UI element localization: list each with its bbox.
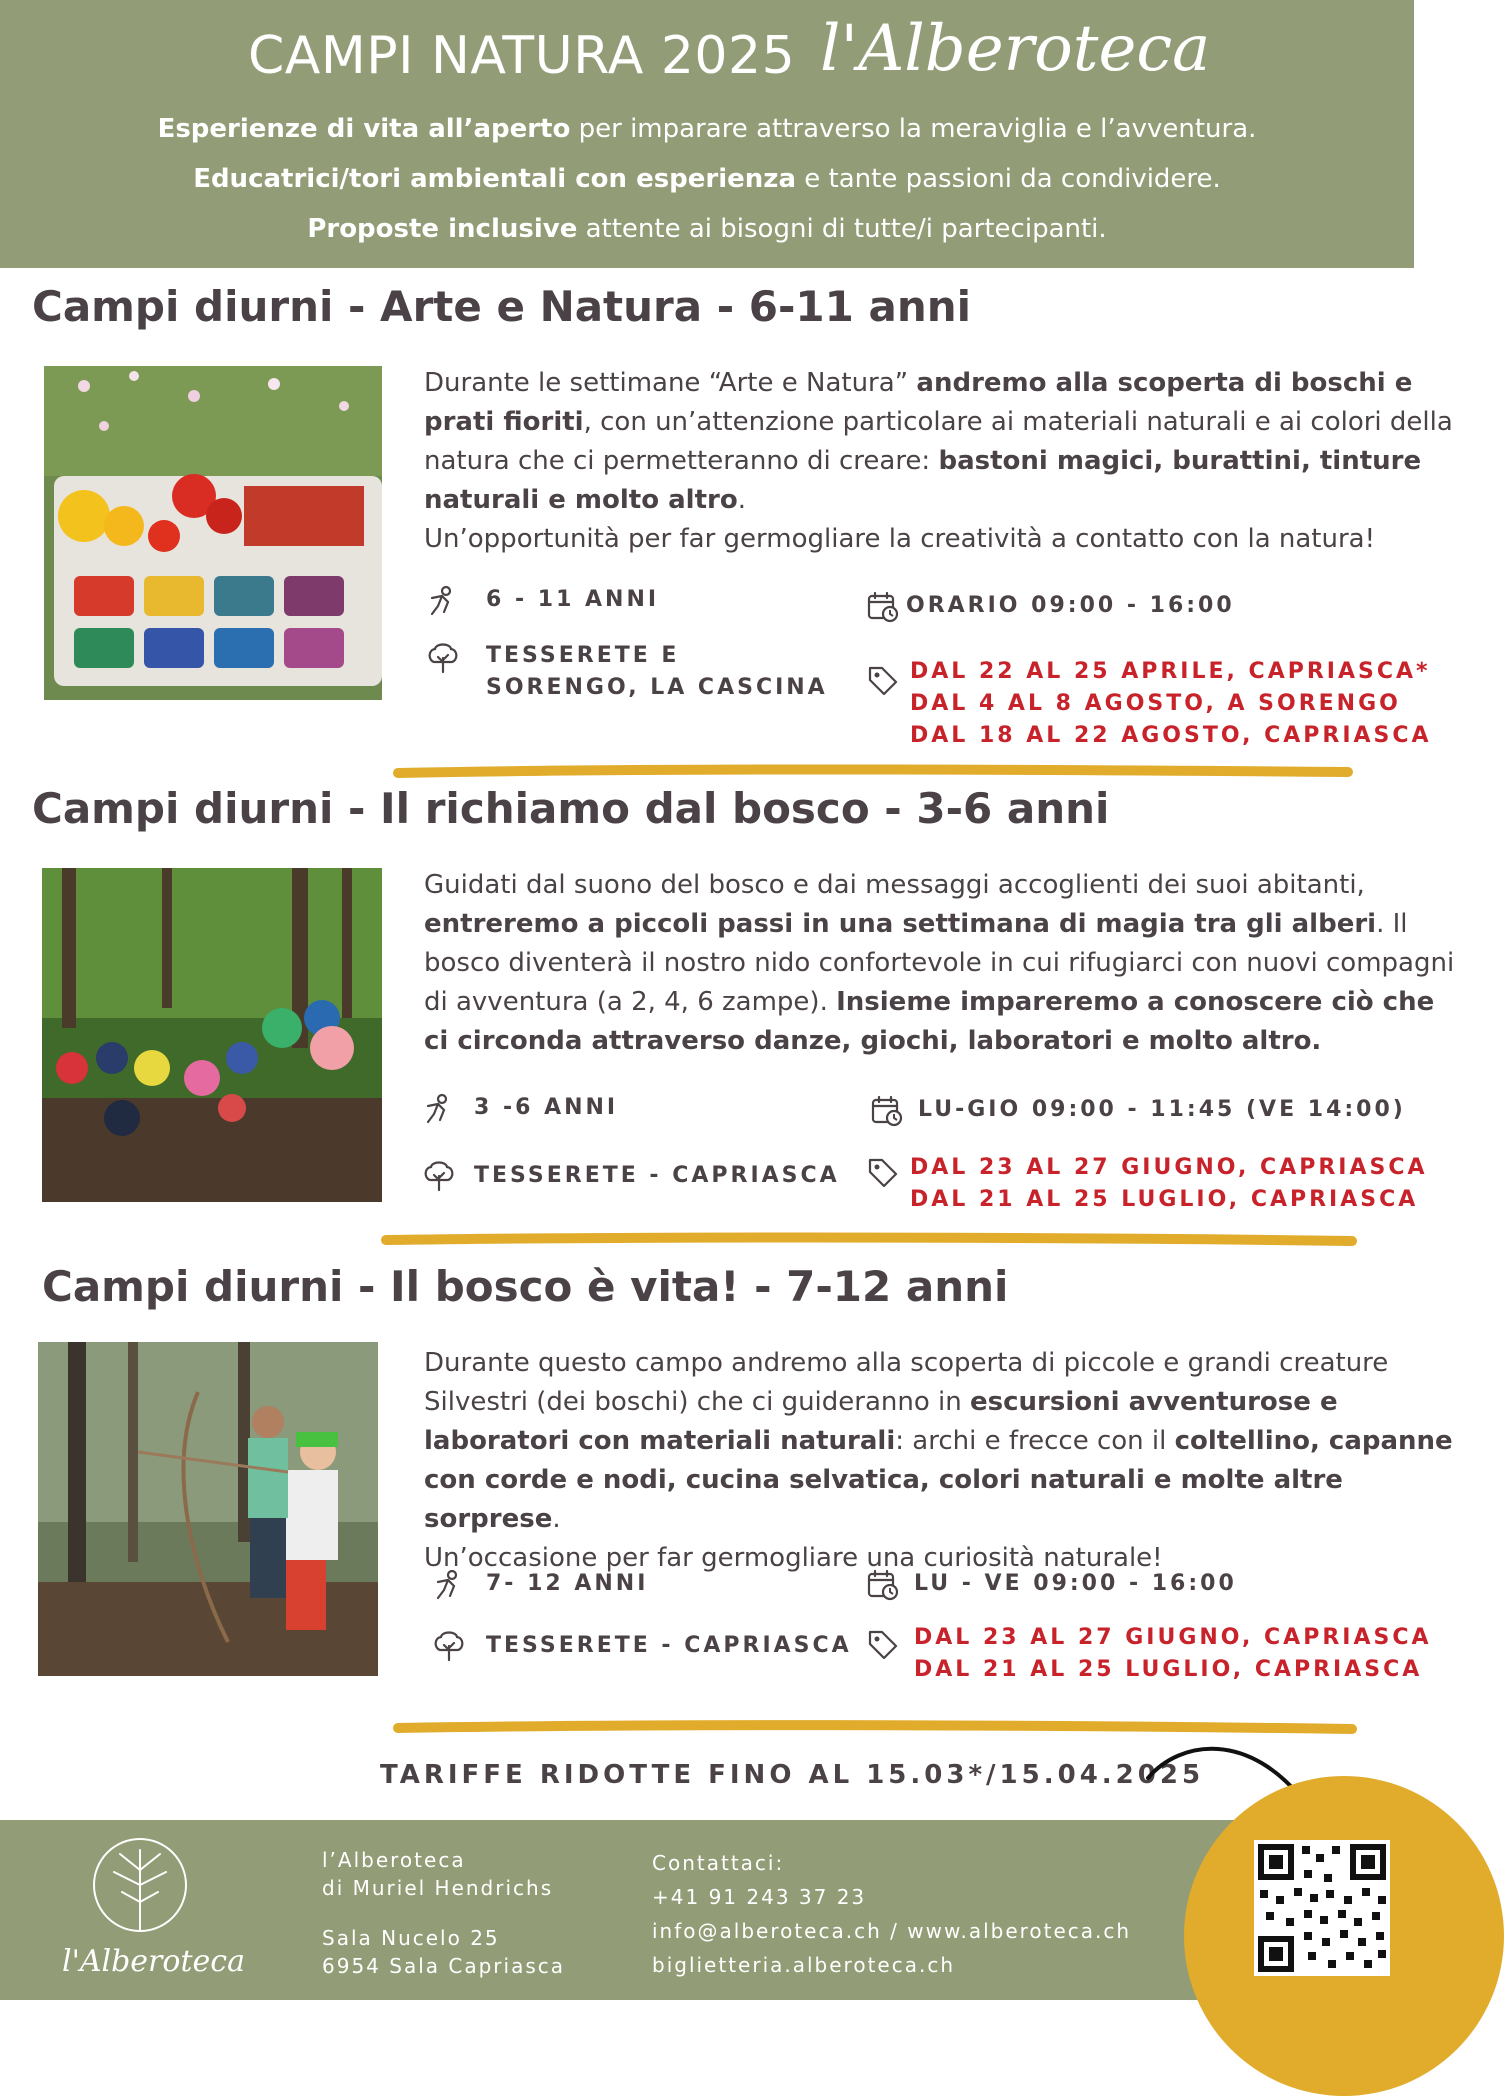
age-range: 7- 12 ANNI <box>486 1571 649 1596</box>
header-line-1: Esperienze di vita all’aperto per imparare attraverso la meraviglia e l’avventura. <box>157 114 1257 144</box>
person-icon <box>432 1568 466 1606</box>
location: TESSERETE E SORENGO, LA CASCINA <box>486 643 828 700</box>
tree-icon <box>422 1158 456 1196</box>
org-name: l’Alberoteca di Muriel Hendrichs <box>322 1848 554 1900</box>
person-icon <box>426 584 460 622</box>
age-range: 6 - 11 ANNI <box>486 587 660 612</box>
location: TESSERETE - CAPRIASCA <box>474 1163 840 1188</box>
email-web-link[interactable]: info@alberoteca.ch / www.alberoteca.ch <box>652 1919 1132 1943</box>
section-description: Guidati dal suono del bosco e dai messaggi accoglienti dei suoi abitanti, entreremo a piccoli passi in una settimana di magia tra gli alberi. Il bosco diventerà il nostro nido confortevole in cui rifugiarci con nuovi compagni di avventura (a 2, 4, 6 zampe). Insieme impareremo a conoscere ciò che ci circonda attraverso danze, giochi, laboratori e molto altro. <box>424 870 1455 1056</box>
section-description: Durante le settimane “Arte e Natura” andremo alla scoperta di boschi e prati fioriti, con un’attenzione particolare ai materiali naturali e ai colori della natura che ci permetteranno di creare: bastoni magici, burattini, tinture naturali e molto altro. Un’opportunità per far germogliare la creatività a contatto con la natura! <box>424 368 1453 554</box>
person-icon <box>422 1092 456 1130</box>
reduced-rates-notice: TARIFFE RIDOTTE FINO AL 15.03*/15.04.2025 <box>380 1760 1205 1790</box>
dates-list: DAL 23 AL 27 GIUGNO, CAPRIASCA DAL 21 AL 25 LUGLIO, CAPRIASCA <box>914 1625 1432 1682</box>
dates-list: DAL 23 AL 27 GIUGNO, CAPRIASCA DAL 21 AL 25 LUGLIO, CAPRIASCA <box>910 1155 1428 1212</box>
footer-logo-text: l'Alberoteca <box>62 1944 245 1979</box>
tree-icon <box>426 640 460 678</box>
section-title-richiamo-bosco: Campi diurni - Il richiamo dal bosco - 3-6 anni <box>32 784 1110 833</box>
schedule: ORARIO 09:00 - 16:00 <box>906 593 1235 618</box>
divider <box>384 1232 1354 1246</box>
phone-link[interactable]: +41 91 243 37 23 <box>652 1885 867 1909</box>
location: TESSERETE - CAPRIASCA <box>486 1633 852 1658</box>
dates-list: DAL 22 AL 25 APRILE, CAPRIASCA* DAL 4 AL 8 AGOSTO, A SORENGO DAL 18 AL 22 AGOSTO, CAPRIASCA <box>910 659 1432 748</box>
section-title-arte-natura: Campi diurni - Arte e Natura - 6-11 anni <box>32 282 972 331</box>
alberoteca-logo: l'Alberoteca <box>820 12 1211 86</box>
page-title: CAMPI NATURA 2025 <box>248 26 796 86</box>
header-line-2: Educatrici/tori ambientali con esperienza e tante passioni da condividere. <box>193 164 1221 194</box>
schedule: LU-GIO 09:00 - 11:45 (VE 14:00) <box>918 1097 1406 1122</box>
section-title-bosco-vita: Campi diurni - Il bosco è vita! - 7-12 anni <box>42 1262 1009 1311</box>
price-tag-icon <box>866 1156 900 1194</box>
calendar-clock-icon <box>866 590 900 628</box>
bow-and-arrow-photo <box>38 1342 378 1676</box>
tree-logo-icon <box>80 1830 200 1944</box>
calendar-clock-icon <box>870 1094 904 1132</box>
calendar-clock-icon <box>866 1568 900 1606</box>
contacts: Contattaci: +41 91 243 37 23 info@alberoteca.ch / www.alberoteca.ch biglietteria.alberoteca.ch <box>652 1846 1131 1982</box>
watercolor-palette-photo <box>44 366 382 700</box>
schedule: LU - VE 09:00 - 16:00 <box>914 1571 1237 1596</box>
divider <box>396 764 1350 778</box>
forest-children-photo <box>42 868 382 1202</box>
qr-code[interactable] <box>1254 1840 1390 1976</box>
age-range: 3 -6 ANNI <box>474 1095 619 1120</box>
address: Sala Nucelo 25 6954 Sala Capriasca <box>322 1926 565 1978</box>
header-line-3: Proposte inclusive attente ai bisogni di tutte/i partecipanti. <box>307 214 1107 244</box>
price-tag-icon <box>866 1628 900 1666</box>
section-description: Durante questo campo andremo alla scoperta di piccole e grandi creature Silvestri (dei boschi) che ci guideranno in escursioni avventurose e laboratori con materiali naturali: archi e frecce con il coltellino, capanne con corde e nodi, cucina selvatica, colori naturali e molte altre sorprese. Un’occasione per far germogliare una curiosità naturale! <box>424 1348 1453 1573</box>
price-tag-icon <box>866 664 900 702</box>
tree-icon <box>432 1628 466 1666</box>
ticketing-link[interactable]: biglietteria.alberoteca.ch <box>652 1953 956 1977</box>
